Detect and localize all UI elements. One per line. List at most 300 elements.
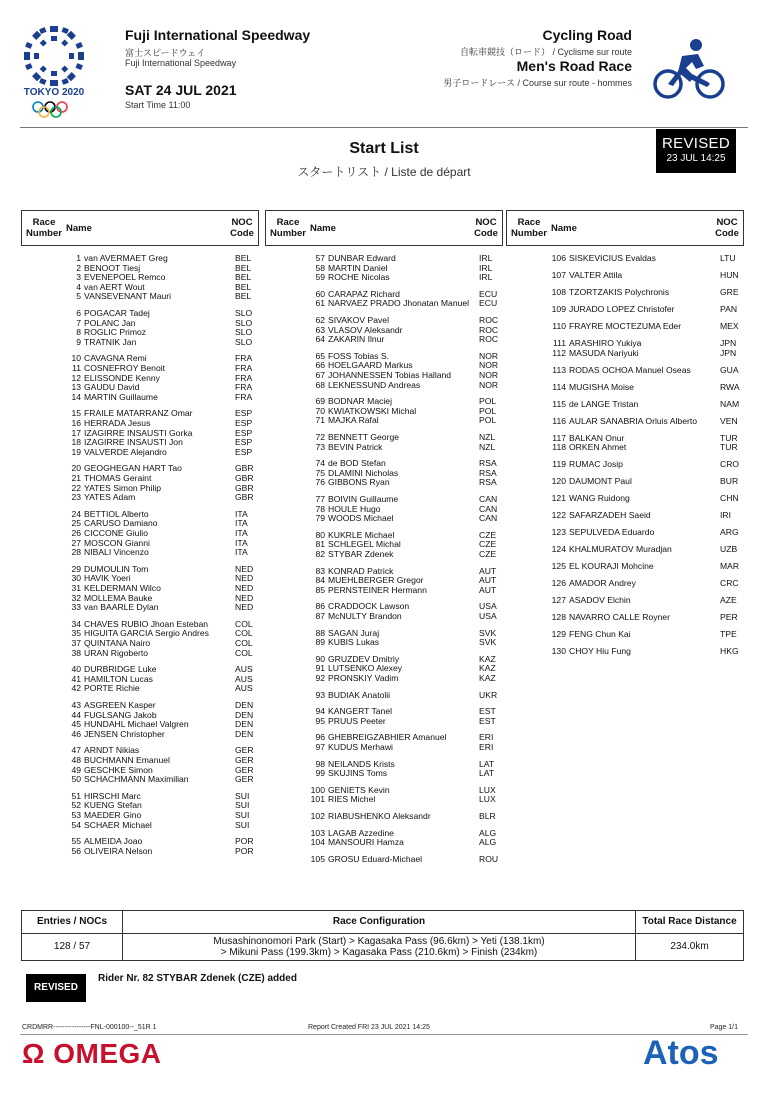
- rider-race-number: 32: [71, 592, 81, 603]
- rider-row: [506, 442, 744, 452]
- column-header-3: [506, 210, 744, 246]
- revision-badge: REVISED: [26, 974, 86, 1002]
- rider-name: DAUMONT Paul: [569, 476, 632, 487]
- rider-row: [21, 408, 259, 418]
- rider-race-number: 15: [71, 408, 81, 419]
- rider-race-number: 116: [552, 415, 566, 426]
- rider-row: [506, 321, 744, 331]
- rider-name: ORKEN Ahmet: [569, 442, 627, 453]
- rider-name: SIVAKOV Pavel: [328, 315, 389, 325]
- rider-race-number: 127: [551, 595, 566, 606]
- rider-row: [21, 463, 259, 473]
- rider-race-number: 113: [552, 364, 566, 375]
- rider-row: [21, 755, 259, 765]
- rider-name: AULAR SANABRIA Orluis Alberto: [569, 415, 697, 426]
- rider-noc-code: GBR: [235, 463, 254, 474]
- rider-noc-code: BEL: [235, 291, 252, 302]
- rider-noc-code: COL: [235, 638, 253, 648]
- rider-race-number: 3: [76, 272, 81, 283]
- entries-header: Entries / NOCs: [21, 910, 123, 934]
- rider-noc-code: CRO: [720, 459, 740, 470]
- rider-row: [506, 612, 744, 622]
- rider-race-number: 98: [315, 758, 325, 769]
- rider-noc-code: CAN: [479, 503, 498, 514]
- rider-race-number: 10: [71, 353, 81, 364]
- rider-noc-code: KAZ: [479, 673, 496, 683]
- rider-noc-code: NED: [235, 573, 254, 584]
- rider-row: [506, 365, 744, 375]
- rider-noc-code: SLO: [235, 327, 253, 338]
- rider-race-number: 126: [551, 578, 566, 589]
- rider-noc-code: AUT: [479, 575, 497, 586]
- rider-name: ASGREEN Kasper: [84, 700, 156, 710]
- rider-name: CHOY Hiu Fung: [569, 646, 631, 657]
- rider-race-number: 107: [551, 270, 566, 280]
- column-header-1: [21, 210, 259, 246]
- event-date: SAT 24 JUL 2021: [125, 82, 237, 98]
- rider-noc-code: DEN: [235, 719, 254, 730]
- rider-row: [21, 337, 259, 347]
- rider-race-number: 128: [551, 612, 566, 623]
- rider-noc-code: SUI: [235, 819, 250, 830]
- svg-text:TOKYO 2020: TOKYO 2020: [23, 87, 85, 98]
- rider-name: GAUDU David: [84, 382, 140, 393]
- rider-name: VALVERDE Alejandro: [84, 446, 167, 457]
- rider-name: ROGLIC Primoz: [84, 327, 147, 338]
- rider-name: CHAVES RUBIO Jhoan Esteban: [84, 618, 209, 629]
- rider-row: [21, 392, 259, 402]
- rider-row: [265, 458, 503, 468]
- rider-row: [265, 513, 503, 523]
- rider-name: HAVIK Yoeri: [84, 573, 131, 584]
- rider-row: [265, 663, 503, 673]
- rider-row: [506, 338, 744, 348]
- rider-race-number: 59: [315, 272, 325, 283]
- rider-race-number: 66: [315, 360, 325, 371]
- rider-race-number: 7: [76, 317, 81, 328]
- rider-row: [21, 308, 259, 318]
- rider-name: MAJKA Rafal: [328, 415, 379, 426]
- rider-name: KWIATKOWSKI Michal: [328, 405, 417, 416]
- rider-name: BETTIOL Alberto: [84, 508, 149, 519]
- rider-noc-code: SUI: [235, 790, 250, 801]
- rider-race-number: 73: [315, 441, 325, 452]
- rider-noc-code: SLO: [235, 317, 253, 328]
- rider-race-number: 56: [71, 845, 81, 856]
- rider-name: MASUDA Nariyuki: [569, 347, 639, 358]
- rider-race-number: 103: [310, 827, 325, 838]
- rider-row: [21, 373, 259, 383]
- rider-name: KUDUS Merhawi: [328, 742, 393, 752]
- rider-race-number: 24: [71, 508, 81, 519]
- rider-row: [265, 837, 503, 847]
- rider-race-number: 110: [552, 321, 566, 331]
- document-subtitle: スタートリスト / Liste de départ: [297, 165, 471, 179]
- rider-row: [21, 710, 259, 720]
- rider-race-number: 117: [552, 432, 566, 443]
- rider-name: van AVERMAET Greg: [84, 253, 168, 263]
- rider-row: [21, 602, 259, 612]
- rider-noc-code: SUI: [235, 810, 250, 820]
- noc-code-header: NOC Code: [230, 217, 254, 239]
- rider-name: CAVAGNA Remi: [84, 353, 147, 364]
- rider-name: BENOOT Tiesj: [84, 262, 141, 273]
- rider-noc-code: HUN: [720, 270, 739, 280]
- rider-name: MANSOURI Hamza: [328, 837, 404, 848]
- rider-row: [265, 854, 503, 864]
- rider-row: [506, 476, 744, 486]
- rider-row: [265, 566, 503, 576]
- rider-row: [265, 263, 503, 273]
- rider-row: [21, 253, 259, 263]
- rider-race-number: 17: [71, 427, 81, 438]
- rider-name: SISKEVICIUS Evaldas: [569, 253, 656, 263]
- rider-race-number: 77: [315, 494, 325, 504]
- rider-noc-code: NED: [235, 563, 254, 574]
- rider-noc-code: IRL: [479, 253, 493, 263]
- rider-race-number: 57: [315, 253, 325, 263]
- rider-race-number: 81: [315, 539, 325, 550]
- rider-race-number: 48: [71, 755, 81, 765]
- rider-noc-code: EST: [479, 715, 496, 726]
- rider-noc-code: ROC: [479, 324, 499, 335]
- sport-title: Cycling Road: [542, 27, 632, 43]
- rider-noc-code: CHN: [720, 493, 739, 504]
- rider-race-number: 88: [315, 627, 325, 638]
- rider-name: POGACAR Tadej: [84, 308, 150, 318]
- rider-row: [21, 437, 259, 447]
- name-header: Name: [310, 223, 336, 234]
- rider-row: [265, 380, 503, 390]
- rider-noc-code: RSA: [479, 477, 497, 488]
- rider-name: BODNAR Maciej: [328, 396, 392, 407]
- rider-name: DUNBAR Edward: [328, 253, 396, 263]
- rider-race-number: 119: [552, 459, 566, 470]
- rider-row: [265, 611, 503, 621]
- rider-row: [21, 846, 259, 856]
- rider-row: [21, 282, 259, 292]
- rider-name: HOULE Hugo: [328, 503, 381, 514]
- rider-race-number: 49: [71, 764, 81, 775]
- rider-name: EL KOURAJI Mohcine: [569, 561, 654, 572]
- rider-noc-code: EST: [479, 706, 496, 717]
- rider-name: BALKAN Onur: [569, 432, 625, 443]
- rider-noc-code: TPE: [720, 629, 737, 640]
- rider-name: ARASHIRO Yukiya: [569, 338, 642, 348]
- rider-race-number: 85: [315, 584, 325, 595]
- rider-name: KELDERMAN Wilco: [84, 583, 161, 593]
- rider-row: [506, 270, 744, 280]
- rider-noc-code: KAZ: [479, 663, 496, 674]
- rider-row: [21, 263, 259, 273]
- rider-name: GRUZDEV Dmitriy: [328, 653, 400, 664]
- rider-race-number: 84: [315, 575, 325, 586]
- rider-race-number: 76: [315, 477, 325, 488]
- rider-name: MARTIN Guillaume: [84, 391, 158, 402]
- rider-row: [506, 527, 744, 537]
- rider-race-number: 112: [552, 347, 566, 358]
- rider-race-number: 78: [315, 503, 325, 514]
- rider-row: [21, 327, 259, 337]
- rider-name: KUENG Stefan: [84, 800, 142, 811]
- rider-name: WOODS Michael: [328, 513, 394, 524]
- rider-noc-code: AUT: [479, 565, 497, 576]
- rider-name: ASADOV Elchin: [569, 595, 631, 606]
- rider-row: [21, 719, 259, 729]
- rider-noc-code: SVK: [479, 637, 497, 648]
- rider-name: PERNSTEINER Hermann: [328, 584, 427, 595]
- rider-name: RUMAC Josip: [569, 459, 623, 470]
- rider-name: de BOD Stefan: [328, 458, 386, 469]
- rider-row: [265, 370, 503, 380]
- rider-noc-code: ESP: [235, 437, 253, 448]
- rider-race-number: 28: [71, 547, 81, 558]
- rider-noc-code: ALG: [479, 827, 497, 838]
- rider-noc-code: GBR: [235, 473, 254, 483]
- rider-race-number: 54: [71, 819, 81, 830]
- rider-race-number: 90: [315, 653, 325, 664]
- rider-race-number: 82: [315, 549, 325, 559]
- rider-name: LUTSENKO Alexey: [328, 663, 403, 674]
- rider-noc-code: ESP: [235, 418, 253, 428]
- rider-noc-code: SLO: [235, 336, 253, 347]
- rider-race-number: 70: [315, 405, 325, 416]
- rider-race-number: 58: [315, 262, 325, 273]
- rider-noc-code: LUX: [479, 784, 496, 795]
- rider-row: [506, 578, 744, 588]
- rider-race-number: 92: [315, 673, 325, 683]
- rider-noc-code: ECU: [479, 298, 498, 309]
- rider-row: [265, 351, 503, 361]
- rider-race-number: 71: [315, 415, 325, 426]
- rider-name: OLIVEIRA Nelson: [84, 845, 153, 856]
- rider-noc-code: ERI: [479, 742, 494, 752]
- rider-race-number: 80: [315, 529, 325, 540]
- rider-row: [265, 759, 503, 769]
- rider-row: [21, 547, 259, 557]
- rider-noc-code: NED: [235, 602, 254, 613]
- rider-name: HUNDAHL Michael Valgren: [84, 719, 189, 730]
- rider-row: [265, 298, 503, 308]
- rider-name: CARUSO Damiano: [84, 518, 158, 529]
- total-distance-header: Total Race Distance: [635, 910, 744, 934]
- rider-noc-code: PAN: [720, 304, 738, 314]
- rider-name: URAN Rigoberto: [84, 647, 148, 658]
- rider-row: [265, 539, 503, 549]
- rider-noc-code: IRL: [479, 262, 493, 273]
- rider-noc-code: ITA: [235, 528, 248, 538]
- rider-row: [265, 325, 503, 335]
- rider-race-number: 47: [71, 745, 81, 756]
- rider-race-number: 101: [310, 794, 325, 805]
- omega-logo: Ω OMEGA: [22, 1038, 162, 1069]
- rider-noc-code: POR: [235, 836, 254, 847]
- rider-noc-code: NOR: [479, 360, 499, 371]
- rider-name: KUKRLE Michael: [328, 529, 395, 540]
- rider-noc-code: CAN: [479, 513, 498, 524]
- rider-noc-code: KAZ: [479, 653, 496, 664]
- rider-row: [265, 272, 503, 282]
- rider-noc-code: COL: [235, 628, 253, 639]
- rider-name: FRAILE MATARRANZ Omar: [84, 408, 193, 419]
- rider-name: AMADOR Andrey: [569, 578, 636, 589]
- rider-race-number: 11: [72, 363, 81, 373]
- rider-name: HOELGAARD Markus: [328, 360, 413, 371]
- rider-row: [21, 800, 259, 810]
- rider-race-number: 86: [315, 601, 325, 612]
- rider-name: QUINTANA Nairo: [84, 638, 151, 648]
- name-header: Name: [551, 223, 577, 234]
- rider-name: POLANC Jan: [84, 317, 136, 328]
- rider-name: DURBRIDGE Luke: [84, 664, 157, 675]
- rider-noc-code: GBR: [235, 482, 254, 493]
- rider-name: ZAKARIN Ilnur: [328, 334, 385, 345]
- rider-name: TZORTZAKIS Polychronis: [569, 287, 670, 297]
- rider-row: [506, 287, 744, 297]
- rider-name: TRATNIK Jan: [84, 336, 137, 347]
- rider-race-number: 53: [71, 810, 81, 820]
- rider-noc-code: TUR: [720, 432, 738, 443]
- rider-name: LAGAB Azzedine: [328, 827, 394, 838]
- rider-row: [265, 654, 503, 664]
- rider-row: [21, 774, 259, 784]
- rider-row: [506, 629, 744, 639]
- rider-name: BUDIAK Anatolii: [328, 689, 391, 700]
- rider-race-number: 100: [310, 784, 325, 795]
- rider-noc-code: ITA: [235, 547, 248, 558]
- rider-race-number: 75: [315, 467, 325, 478]
- rider-name: HIRSCHI Marc: [84, 790, 141, 801]
- rider-row: [21, 564, 259, 574]
- rider-race-number: 68: [315, 379, 325, 390]
- race-number-header: Race Number: [511, 217, 547, 239]
- rider-race-number: 34: [71, 618, 81, 629]
- rider-name: GIBBONS Ryan: [328, 477, 390, 488]
- race-configuration-line-2: > Mikuni Pass (199.3km) > Kagasaka Pass (210.6km) > Finish (234km): [220, 947, 538, 958]
- rider-race-number: 62: [315, 315, 325, 325]
- rider-name: GROSU Eduard-Michael: [328, 853, 423, 864]
- rider-race-number: 40: [71, 664, 81, 675]
- rider-race-number: 43: [71, 700, 81, 710]
- rider-race-number: 115: [552, 398, 566, 409]
- rider-row: [265, 785, 503, 795]
- venue-title-english: Fuji International Speedway: [125, 58, 237, 68]
- rider-name: SAFARZADEH Saeid: [569, 510, 651, 521]
- cycling-pictogram-icon: [652, 36, 726, 102]
- revision-note: Rider Nr. 82 STYBAR Zdenek (CZE) added: [98, 973, 297, 984]
- rider-row: [21, 363, 259, 373]
- rider-noc-code: NZL: [479, 432, 496, 442]
- rider-row: [21, 538, 259, 548]
- rider-row: [265, 742, 503, 752]
- rider-noc-code: JPN: [720, 338, 737, 348]
- rider-row: [21, 447, 259, 457]
- rider-name: THOMAS Geraint: [84, 473, 152, 483]
- race-number-header: Race Number: [270, 217, 306, 239]
- rider-name: FUGLSANG Jakob: [84, 709, 157, 720]
- rider-name: RIES Michel: [328, 794, 376, 805]
- rider-noc-code: LTU: [720, 253, 736, 263]
- rider-row: [506, 433, 744, 443]
- rider-row: [506, 399, 744, 409]
- rider-noc-code: BEL: [235, 262, 252, 273]
- rider-name: ROCHE Nicolas: [328, 272, 390, 283]
- rider-noc-code: GER: [235, 764, 254, 775]
- rider-race-number: 9: [76, 336, 81, 347]
- rider-name: JOHANNESSEN Tobias Halland: [328, 370, 452, 380]
- rider-name: KHALMURATOV Muradjan: [569, 544, 672, 555]
- rider-noc-code: CZE: [479, 549, 497, 559]
- rider-race-number: 2: [76, 262, 81, 273]
- rider-noc-code: AUS: [235, 673, 253, 684]
- rider-race-number: 125: [551, 561, 566, 572]
- rider-name: BENNETT George: [328, 432, 400, 442]
- rider-row: [265, 289, 503, 299]
- rider-noc-code: ALG: [479, 837, 497, 848]
- rider-noc-code: USA: [479, 611, 497, 621]
- rider-race-number: 114: [552, 381, 566, 392]
- rider-race-number: 104: [310, 837, 325, 848]
- rider-race-number: 130: [551, 646, 566, 657]
- rider-race-number: 29: [71, 563, 81, 574]
- rider-name: EVENEPOEL Remco: [84, 272, 166, 283]
- revised-datetime: 23 JUL 14:25: [666, 153, 726, 164]
- race-number-header: Race Number: [26, 217, 62, 239]
- rider-row: [506, 348, 744, 358]
- rider-noc-code: GRE: [720, 287, 739, 297]
- rider-row: [21, 638, 259, 648]
- rider-row: [21, 483, 259, 493]
- rider-noc-code: BUR: [720, 476, 739, 487]
- rider-name: FOSS Tobias S.: [328, 350, 389, 361]
- rider-race-number: 72: [315, 432, 325, 442]
- rider-noc-code: RSA: [479, 458, 497, 469]
- rider-name: YATES Adam: [84, 492, 136, 503]
- rider-row: [265, 360, 503, 370]
- rider-row: [506, 416, 744, 426]
- rider-race-number: 38: [71, 647, 81, 658]
- rider-row: [21, 291, 259, 301]
- rider-row: [506, 544, 744, 554]
- rider-name: MUEHLBERGER Gregor: [328, 575, 424, 586]
- rider-noc-code: CZE: [479, 529, 497, 540]
- rider-race-number: 21: [71, 473, 81, 483]
- rider-noc-code: BEL: [235, 253, 252, 263]
- rider-race-number: 108: [551, 287, 566, 297]
- revised-label: REVISED: [662, 135, 730, 152]
- rider-row: [21, 729, 259, 739]
- rider-row: [265, 549, 503, 559]
- rider-race-number: 41: [71, 673, 81, 684]
- rider-noc-code: BEL: [235, 281, 252, 292]
- rider-name: NIBALI Vincenzo: [84, 547, 149, 558]
- rider-name: YATES Simon Philip: [84, 482, 162, 493]
- rider-noc-code: RSA: [479, 467, 497, 478]
- rider-noc-code: DEN: [235, 728, 254, 739]
- rider-row: [265, 432, 503, 442]
- rider-row: [265, 575, 503, 585]
- rider-row: [21, 593, 259, 603]
- rider-noc-code: FRA: [235, 391, 253, 402]
- rider-name: SCHAER Michael: [84, 819, 152, 830]
- rider-row: [21, 619, 259, 629]
- rider-noc-code: SVK: [479, 627, 497, 638]
- rider-row: [265, 601, 503, 611]
- rider-race-number: 4: [76, 281, 81, 292]
- rider-noc-code: ROC: [479, 315, 499, 325]
- rider-row: [506, 595, 744, 605]
- rider-name: VANSEVENANT Mauri: [84, 291, 172, 302]
